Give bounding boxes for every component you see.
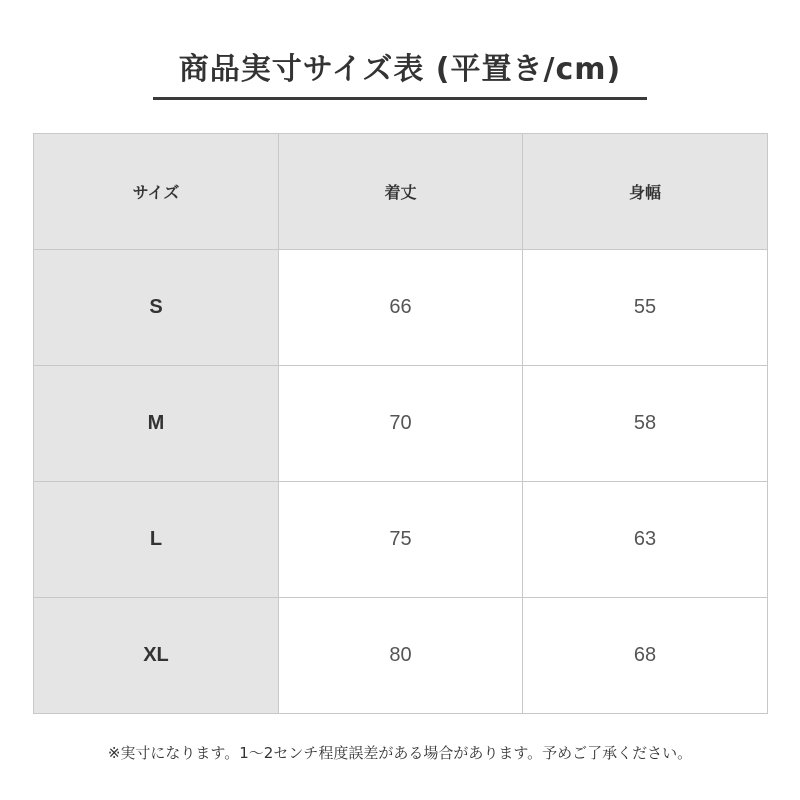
size-label: M (34, 366, 279, 482)
length-value: 66 (279, 250, 523, 366)
length-value: 80 (279, 598, 523, 714)
width-value: 63 (523, 482, 768, 598)
table-row (34, 482, 768, 598)
width-value: 58 (523, 366, 768, 482)
table-row (34, 366, 768, 482)
page-title: 商品実寸サイズ表 (平置き/cm) (178, 52, 622, 87)
length-value: 70 (279, 366, 523, 482)
size-table (33, 133, 768, 714)
table-row (34, 250, 768, 366)
header-length: 着丈 (279, 134, 523, 250)
length-value: 75 (279, 482, 523, 598)
title-underline (153, 97, 647, 100)
header-width: 身幅 (523, 134, 768, 250)
width-value: 68 (523, 598, 768, 714)
table-header-row (34, 134, 768, 250)
table-row (34, 598, 768, 714)
size-label: S (34, 250, 279, 366)
footnote: ※実寸になります。1〜2センチ程度誤差がある場合があります。予めご了承ください。 (107, 744, 693, 762)
header-size: サイズ (34, 134, 279, 250)
size-label: L (34, 482, 279, 598)
width-value: 55 (523, 250, 768, 366)
size-label: XL (34, 598, 279, 714)
